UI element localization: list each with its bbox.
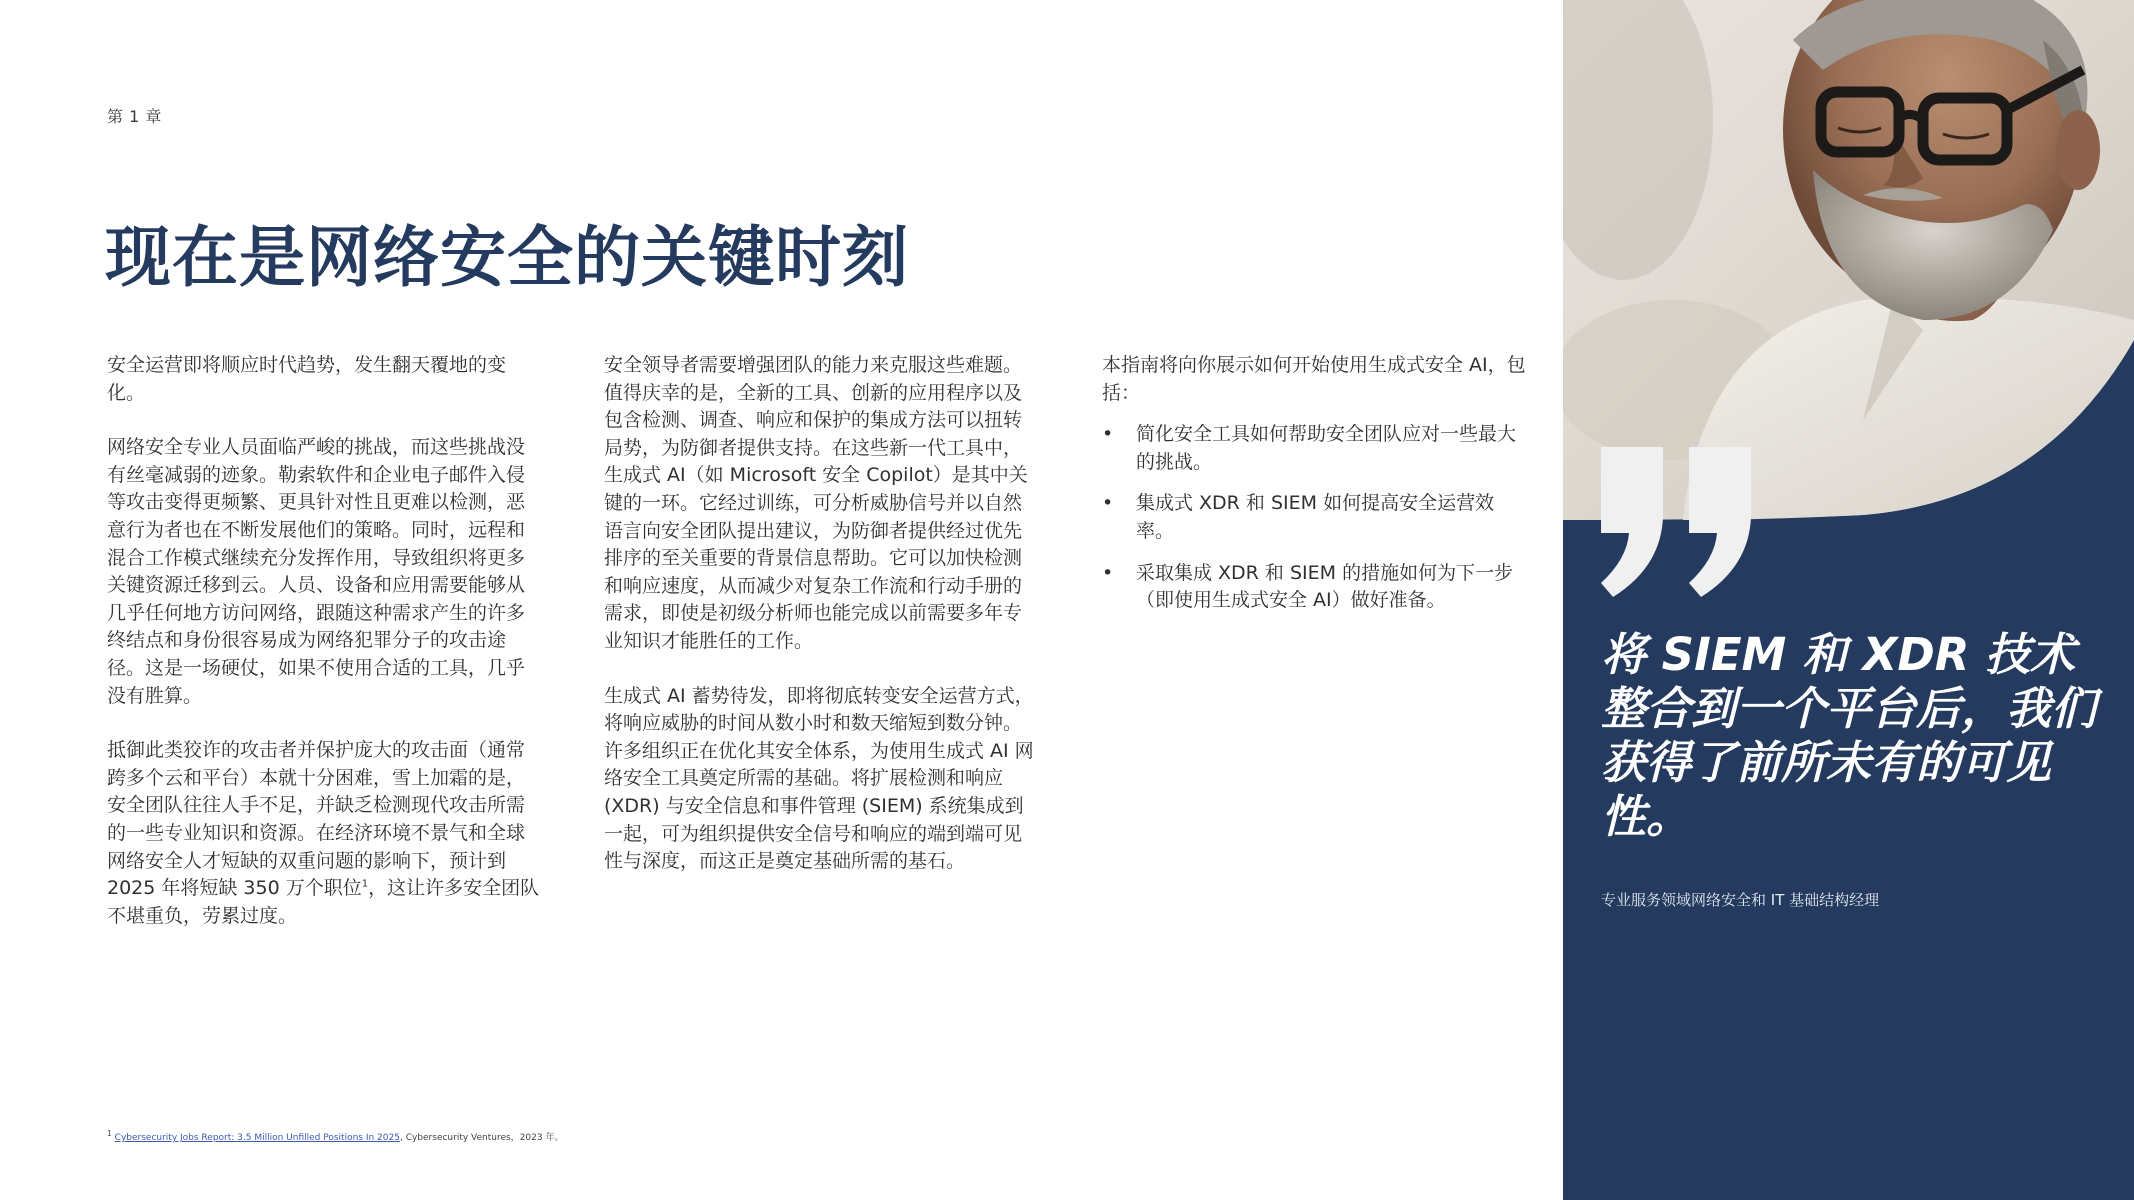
column-2 bbox=[604, 352, 1039, 903]
footnote-reference[interactable]: 1 bbox=[361, 878, 369, 890]
bullet-item bbox=[1102, 560, 1532, 615]
bullet-item bbox=[1102, 490, 1532, 545]
footnote-source: , Cybersecurity Ventures，2023 年。 bbox=[399, 1133, 564, 1143]
man-with-glasses-photo bbox=[1563, 0, 2134, 520]
pull-quote: 将 SIEM 和 XDR 技术整合到一个平台后，我们获得了前所未有的可见性。 bbox=[1601, 628, 2097, 843]
column-3 bbox=[1102, 352, 1532, 629]
bullet-icon: • bbox=[1102, 492, 1114, 515]
chapter-label: 第 1 章 bbox=[107, 107, 162, 126]
bullet-icon: • bbox=[1102, 423, 1114, 446]
footnote bbox=[107, 1129, 563, 1143]
bullet-text: 集成式 XDR 和 SIEM 如何提高安全运营效率。 bbox=[1136, 492, 1495, 542]
footnote-link[interactable]: Cybersecurity Jobs Report: 3.5 Million Unfilled Positions In 2025 bbox=[114, 1133, 400, 1143]
bullet-text: 简化安全工具如何帮助安全团队应对一些最大的挑战。 bbox=[1136, 423, 1517, 473]
col1-paragraph-1: 安全运营即将顺应时代趋势，发生翻天覆地的变化。 bbox=[107, 354, 507, 404]
column-1 bbox=[107, 352, 542, 957]
quote-attribution: 专业服务领域网络安全和 IT 基础结构经理 bbox=[1601, 891, 1880, 909]
bullet-text: 采取集成 XDR 和 SIEM 的措施如何为下一步（即使用生成式安全 AI）做好准备。 bbox=[1136, 561, 1514, 612]
col1-paragraph-2: 网络安全专业人员面临严峻的挑战，而这些挑战没有丝毫减弱的迹象。勒索软件和企业电子邮件入侵等攻击变得更频繁、更具针对性且更难以检测，恶意行为者也在不断发展他们的策略。同时，远程和混合工作模式继续充分发挥作用，导致组织将更多关键资源迁移到云。人员、设备和应用需要能够从几乎任何地方访问网络，跟随这种需求产生的许多终结点和身份很容易成为网络犯罪分子的攻击途径。这是一场硬仗，如果不使用合适的工具，几乎没有胜算。 bbox=[107, 436, 526, 707]
bullet-icon: • bbox=[1102, 561, 1114, 584]
col1-paragraph-3 bbox=[107, 737, 542, 930]
bullet-item bbox=[1102, 421, 1532, 476]
col2-paragraph-2: 生成式 AI 蓄势待发，即将彻底转变安全运营方式，将响应威胁的时间从数小时和数天缩短到数分钟。许多组织正在优化其安全体系，为使用生成式 AI 网络安全工具奠定所需的基础。将扩展检测和响应 (XDR) 与安全信息和事件管理 (SIEM) 系统集成到一起，可为组织提供安全信号和响应的端到端可见性与深度，而这正是奠定基础所需的基石。 bbox=[604, 684, 1034, 873]
col1-paragraph-3-text: 抵御此类狡诈的攻击者并保护庞大的攻击面（通常跨多个云和平台）本就十分困难，雪上加霜的是，安全团队往往人手不足，并缺乏检测现代攻击所需的一些专业知识和资源。在经济环境不景气和全球网络安全人才短缺的双重问题的影响下，预计到 2025 年将短缺 350 万个职位 bbox=[107, 739, 526, 900]
col2-paragraph-1: 安全领导者需要增强团队的能力来克服这些难题。值得庆幸的是，全新的工具、创新的应用程序以及包含检测、调查、响应和保护的集成方法可以扭转局势，为防御者提供支持。在这些新一代工具中，生成式 AI（如 Microsoft 安全 Copilot）是其中关键的一环。它经过训练，可分析威胁信号并以自然语言向安全团队提出建议，为防御者提供经过优先排序的至关重要的背景信息帮助。它可以加快检测和响应速度，从而减少对复杂工作流和行动手册的需求，即使是初级分析师也能完成以前需要多年专业知识才能胜任的工作。 bbox=[604, 354, 1028, 652]
closing-quote-icon bbox=[1601, 447, 1761, 597]
quote-panel bbox=[1563, 0, 2134, 1200]
col1-paragraph-3-tail: ，这让许多安全团队不堪重负，劳累过度。 bbox=[107, 877, 540, 927]
page-title: 现在是网络安全的关键时刻 bbox=[105, 219, 909, 296]
col3-intro: 本指南将向你展示如何开始使用生成式安全 AI，包括： bbox=[1102, 354, 1526, 404]
guide-bullet-list bbox=[1102, 421, 1532, 615]
footnote-marker: 1 bbox=[107, 1129, 112, 1138]
